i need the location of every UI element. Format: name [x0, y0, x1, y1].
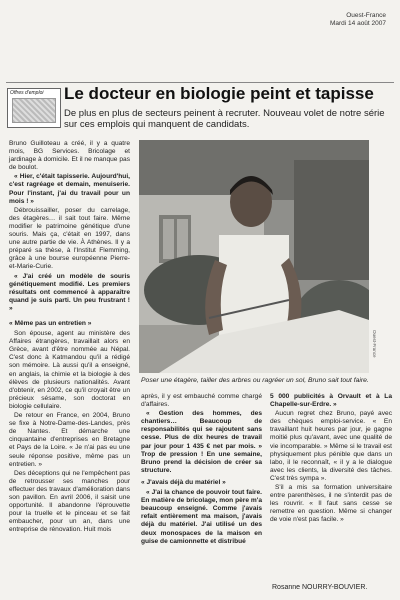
column-3: [270, 393, 392, 526]
rubric-label: Offres d'emploi: [10, 90, 44, 96]
subheading: « Même pas un entretien »: [9, 320, 92, 327]
author-signature: Rosanne NOURRY-BOUVIER.: [272, 584, 368, 591]
paragraph: Débrouissailler, poser du carrelage, des étagères… il sait tout faire. Même modifier le patrimoine génétique d'une souris. Mais ça, c'était en 1997, dans une autre partie de vie. À Athènes. Il y a préparé sa thèse, à l'Institut Flemming, grâce à une bourse européenne Pierre-et-Marie-Curie.: [9, 206, 130, 271]
column-1: [9, 140, 130, 314]
masthead: [330, 12, 386, 28]
paragraph: Aucun regret chez Bruno, payé avec des chèques emploi-service. « En travaillant huit heures par jour, je gagne moitié plus qu'avant, avec une qualité de vie incomparable. » Même si le travail est physiquement plus pénible que dans un labo, il le reconnaît, « il y a le dialogue avec les clients, la diversité des tâches. C'est très sympa ».: [270, 410, 392, 482]
photo-caption: Poser une étagère, tailler des arbres ou ragréer un sol, Bruno sait tout faire.: [141, 377, 369, 384]
column-2: [141, 393, 262, 547]
quote-paragraph: « Hier, c'était tapisserie. Aujourd'hui, c'est ragréage et demain, menuiserie. Pour l'instant, j'ai du travail pour un mois ! »: [9, 173, 130, 205]
photo-illustration: [139, 140, 369, 373]
quote-paragraph: « J'ai la chance de pouvoir tout faire. En matière de bricolage, mon père m'a beaucoup enseigné. Comme j'avais refait entièrement ma maison, j'avais déjà du matériel. J'ai utilisé un des deux monospaces de la maison en guise de camionnette et distribué: [141, 489, 262, 545]
paragraph: De retour en France, en 2004, Bruno se fixe à Notre-Dame-des-Landes, près de Nantes. Et démarche une cinquantaine d'entreprises en Bretagne et Pays de la Loire. « Je n'ai pas eu une seule réponse positive, même pas un entretien. »: [9, 412, 130, 468]
top-rule: [6, 82, 394, 83]
quote-paragraph: « J'ai créé un modèle de souris génétiquement modifié. Les premiers résultats ont commencé à apparaître quand je suis parti. Un peu frustrant ! »: [9, 272, 130, 312]
paragraph: Son épouse, agent au ministère des Affaires étrangères, travaillait alors en Grèce, avant d'être nommée au Népal. C'est donc à Katmandou qu'il a rédigé son mémoire. Là aussi qu'il a enseigné, en anglais, la chimie et la biologie à des élèves de plusieurs nationalités. Avant d'obtenir, en 2002, ce qu'il croyait être un précieux sésame, son doctorat en biologie cellulaire.: [9, 330, 130, 410]
subheading: « J'avais déjà du matériel »: [141, 478, 226, 486]
paragraph: Des déceptions qui ne l'empêchent pas de retrousser ses manches pour effectuer des travaux d'amélioration dans son pavillon. En avril 2006, il saisit une opportunité. Il abandonne l'éprouvette pour la truelle et le pinceau et se fait embaucher, pour un an, dans une entreprise de rénovation. Huit mois: [9, 469, 130, 534]
publication-date: Mardi 14 août 2007: [329, 20, 386, 27]
newspaper-name: Ouest-France: [346, 12, 386, 19]
quote-paragraph: « Gestion des hommes, des chantiers… Beaucoup de responsabilités qui se rajoutent sans cesse. Plus de dix heures de travail par jour pour 1 435 € net par mois. » Trop de pression ! En une semaine, Bruno prend la décision de créer sa structure.: [141, 410, 262, 474]
article-title: Le docteur en biologie peint et tapisse: [64, 84, 374, 103]
photo-credit: Ouest-France: [372, 330, 377, 358]
paragraph: Bruno Guilloteau a créé, il y a quatre mois, BG Services. Bricolage et jardinage à domicile. Et il ne manque pas de boulot.: [9, 140, 130, 172]
quote-paragraph: 5 000 publicités à Orvault et à La Chapelle-sur-Erdre. »: [270, 393, 392, 409]
rubric-logo-image: [12, 98, 56, 123]
article-lead: De plus en plus de secteurs peinent à recruter. Nouveau volet de notre série sur ces emplois qui manquent de candidats.: [64, 108, 385, 130]
rubric-logo: [7, 88, 61, 128]
article-photo: [139, 140, 369, 373]
column-1-continued: [9, 316, 130, 535]
paragraph: S'il a mis sa formation universitaire entre parenthèses, il ne s'interdit pas de les rouvrir. « Il faut sans cesse se remettre en question. Même si changer de voie n'est pas facile. »: [270, 484, 392, 524]
paragraph: après, il y est embauché comme chargé d'affaires.: [141, 393, 262, 409]
